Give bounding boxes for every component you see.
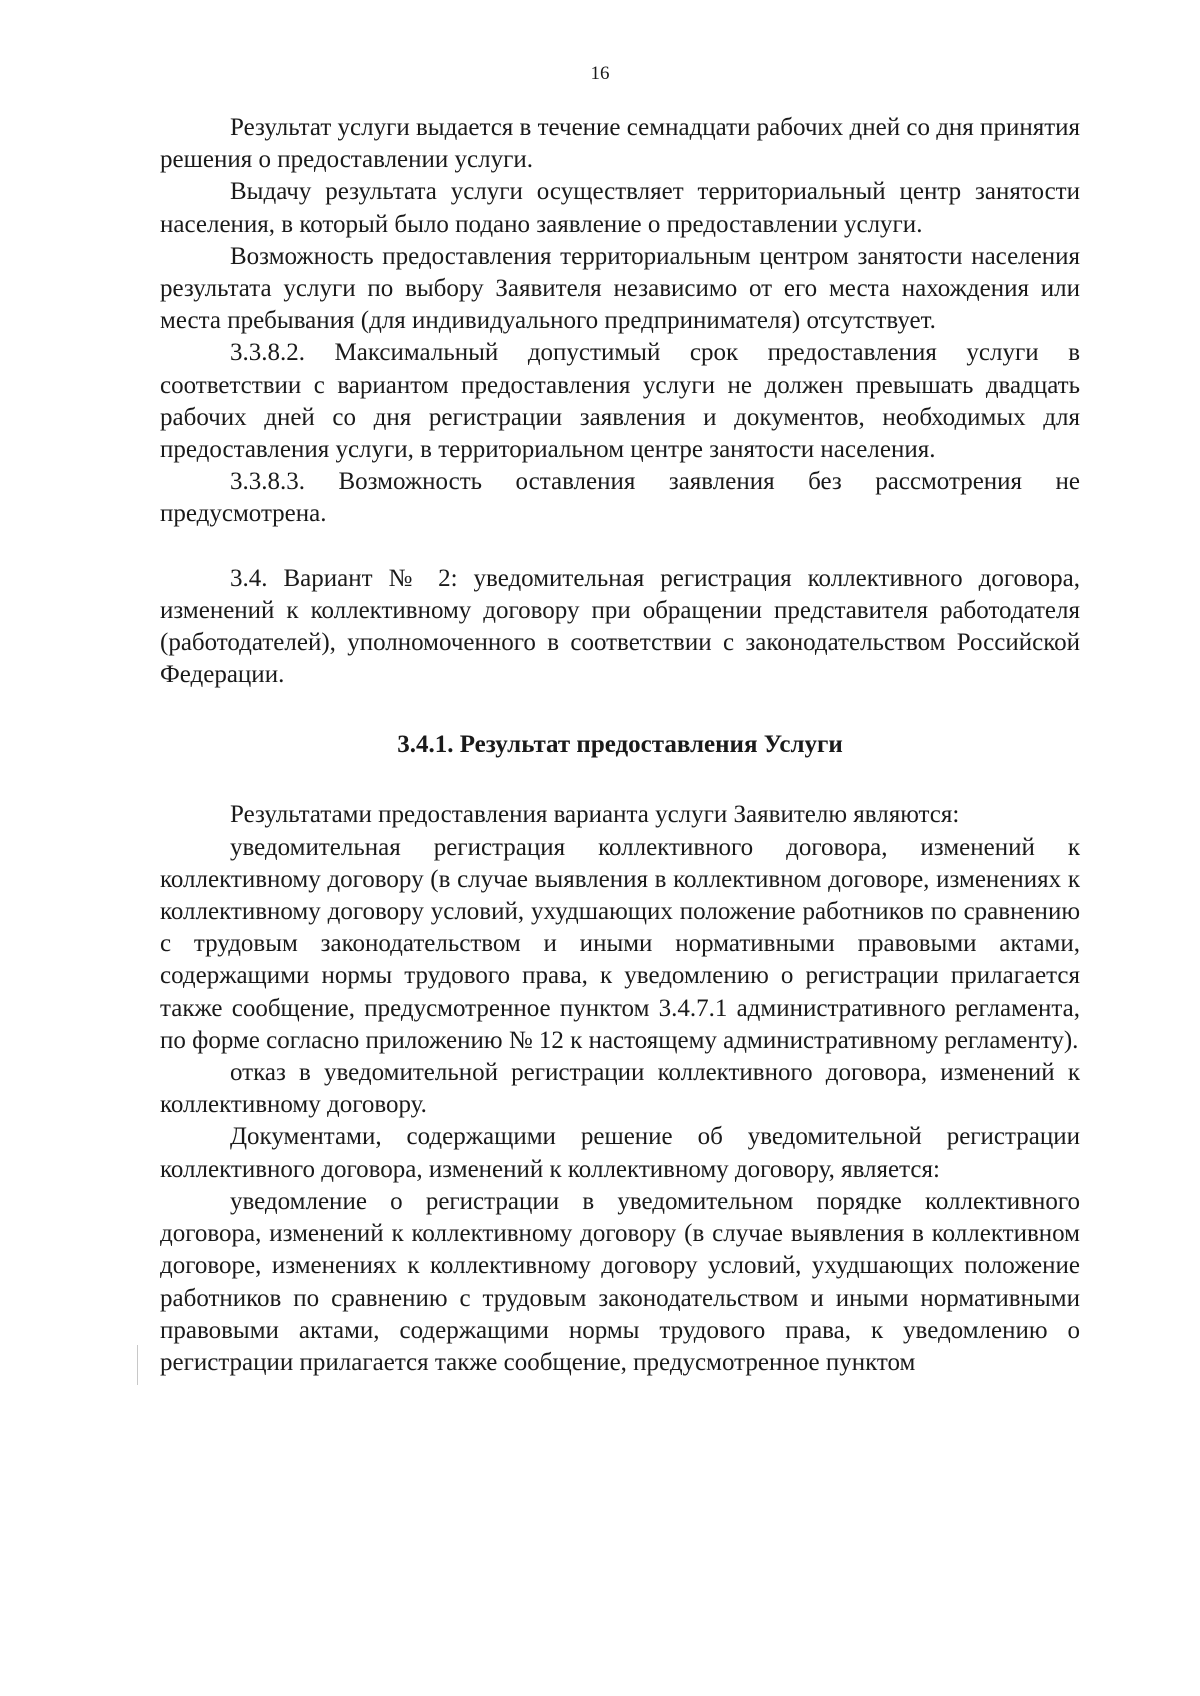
paragraph: отказ в уведомительной регистрации коллективного договора, изменений к коллективному договору. xyxy=(160,1059,1080,1119)
paragraph: Результатами предоставления варианта услуги Заявителю являются: xyxy=(230,801,960,829)
scan-artifact-line xyxy=(137,1345,138,1385)
page-number: 16 xyxy=(590,63,610,84)
paragraph: 3.3.8.2. Максимальный допустимый срок предоставления услуги в соответствии с вариантом предоставления услуги не должен превышать двадцать рабочих дней со дня регистрации заявления и документов, необходимых для предоставления услуги, в территориальном центре занятости населения. xyxy=(160,339,1080,464)
paragraph: 3.4. Вариант № 2: уведомительная регистрация коллективного договора, изменений к коллективному договору при обращении представителя работодателя (работодателей), уполномоченного в соответствии с законодательством Российской Федерации. xyxy=(160,564,1080,689)
paragraph: Документами, содержащими решение об уведомительной регистрации коллективного договора, изменений к коллективному договору, является: xyxy=(160,1123,1080,1183)
paragraph: Результат услуги выдается в течение семнадцати рабочих дней со дня принятия решения о предоставлении услуги. xyxy=(160,114,1080,174)
paragraph: уведомительная регистрация коллективного договора, изменений к коллективному договору (в случае выявления в коллективном договоре, изменениях к коллективному договору условий, ухудшающих положение работников по сравнению с трудовым законодательством и иными нормативными правовыми актами, содержащими нормы трудового права, к уведомлению о регистрации прилагается также сообщение, предусмотренное пунктом 3.4.7.1 административного регламента, по форме согласно приложению № 12 к настоящему административному регламенту). xyxy=(160,833,1080,1054)
paragraph: 3.3.8.3. Возможность оставления заявления без рассмотрения не предусмотрена. xyxy=(160,468,1080,528)
paragraph: Возможность предоставления территориальным центром занятости населения результата услуги по выбору Заявителя независимо от его места нахождения или места пребывания (для индивидуального предпринимателя) отсутствует. xyxy=(160,242,1080,335)
paragraph: Выдачу результата услуги осуществляет территориальный центр занятости населения, в который было подано заявление о предоставлении услуги. xyxy=(160,178,1080,238)
section-heading: 3.4.1. Результат предоставления Услуги xyxy=(397,731,843,759)
document-body xyxy=(160,112,1080,1379)
paragraph: уведомление о регистрации в уведомительном порядке коллективного договора, изменений к коллективному договору (в случае выявления в коллективном договоре, изменениях к коллективному договору условий, ухудшающих положение работников по сравнению с трудовым законодательством и иными нормативными правовыми актами, содержащими нормы трудового права, к уведомлению о регистрации прилагается также сообщение, предусмотренное пунктом xyxy=(160,1187,1080,1376)
